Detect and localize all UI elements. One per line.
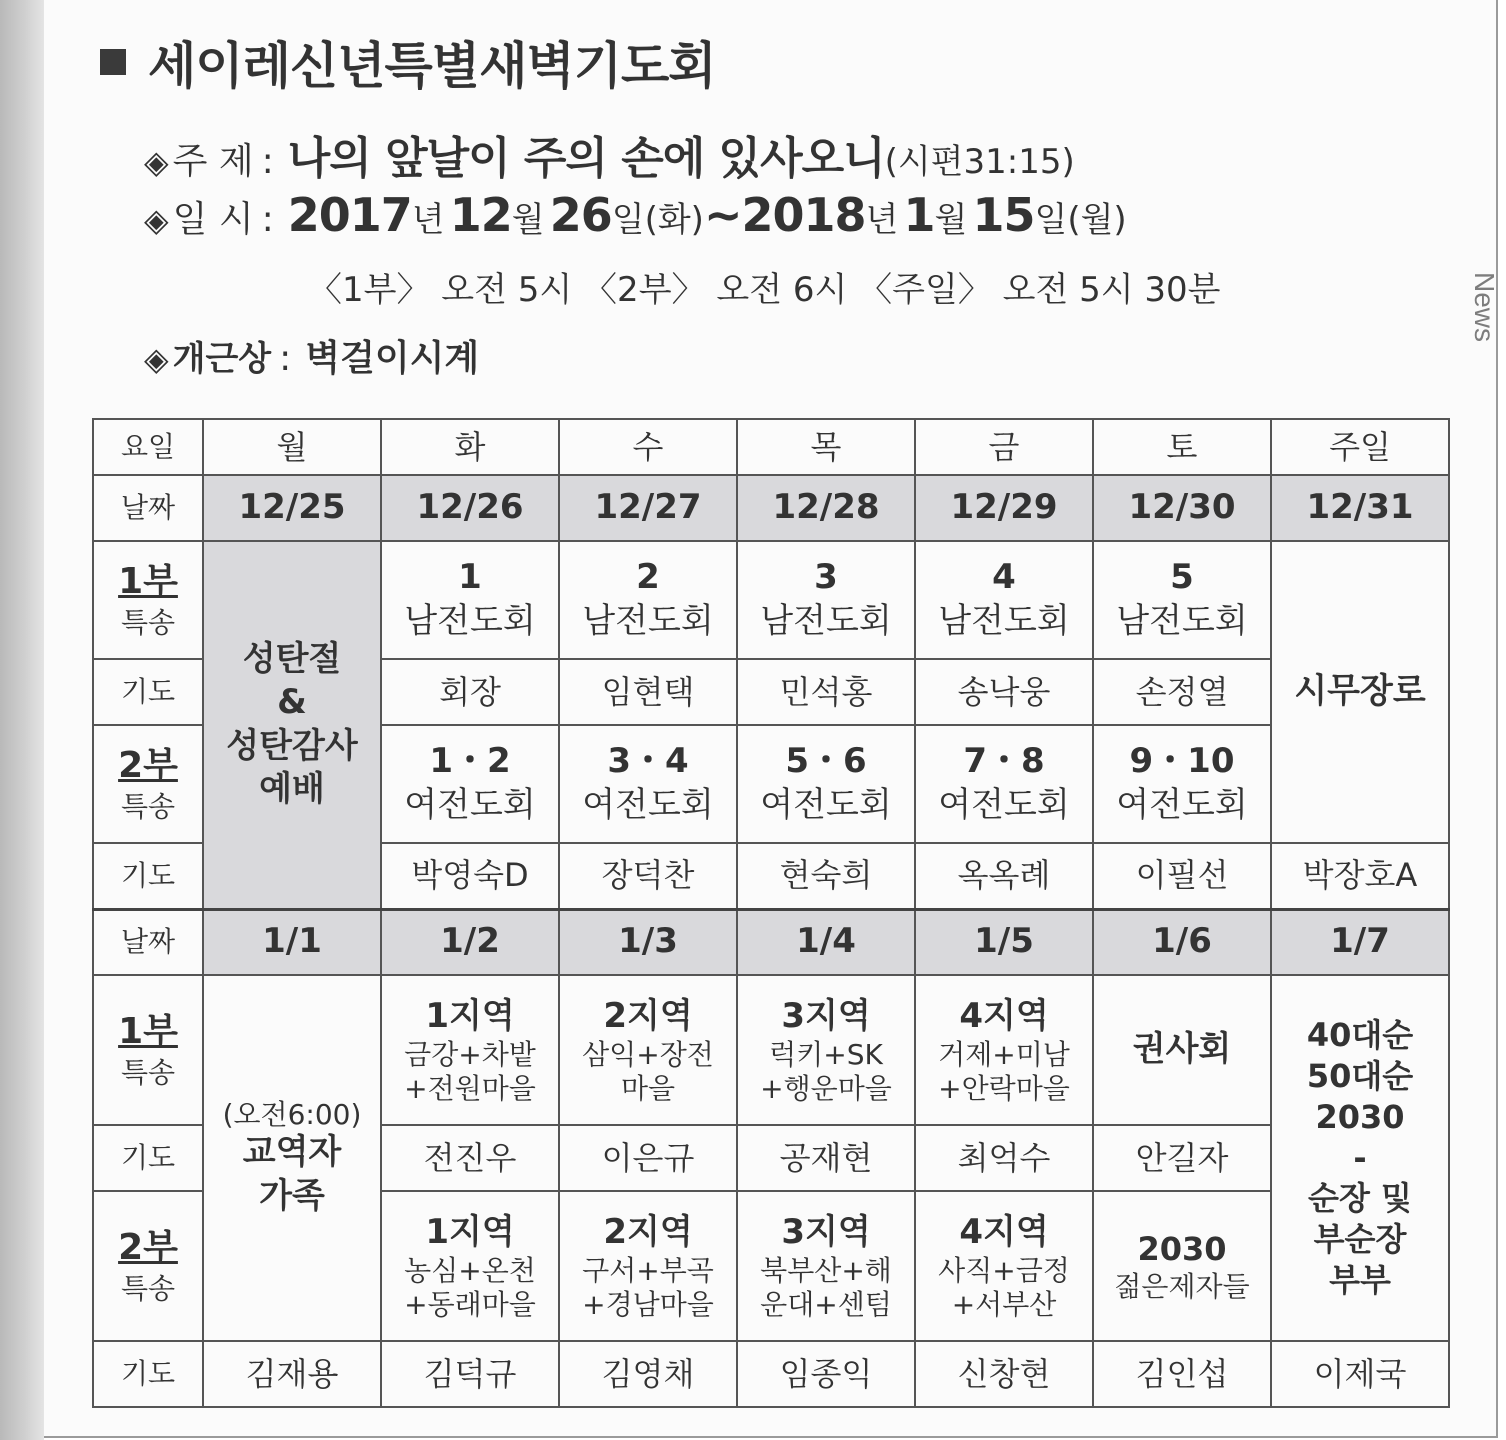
theme-reference: (시편31:15) [884, 142, 1075, 182]
region-line: 거제+미남 [938, 1038, 1070, 1072]
prayer-name: 김재용 [203, 1341, 381, 1407]
weekday-sat: 토 [1093, 419, 1271, 475]
sunday-group-line: 50대순 [1306, 1056, 1414, 1095]
date-cell: 12/29 [915, 475, 1093, 541]
prayer-name: 임종익 [737, 1341, 915, 1407]
service-times [308, 262, 1221, 311]
clergy-line: 가족 [259, 1175, 325, 1216]
date-cell: 1/5 [915, 909, 1093, 975]
weekday-tue: 화 [381, 419, 559, 475]
part2-label: 2부 [118, 1227, 178, 1269]
date-cell: 1/1 [203, 909, 381, 975]
award-label: 개근상 [172, 339, 272, 379]
region-line: +행운마을 [760, 1071, 892, 1105]
young-disciples-cell [1093, 1191, 1271, 1341]
date-cell: 12/25 [203, 475, 381, 541]
group-name: 여전도회 [582, 785, 714, 825]
unit-month: 월 [934, 200, 968, 240]
special-cell [559, 541, 737, 659]
group-name: 여전도회 [404, 785, 536, 825]
region-special-cell [737, 975, 915, 1125]
unit-year: 년 [865, 200, 899, 240]
group-name: 남전도회 [404, 601, 536, 641]
end-year: 2018 [741, 188, 866, 242]
group-name: 남전도회 [1116, 601, 1248, 641]
prayer-name: 현숙희 [737, 843, 915, 909]
prayer-name: 옥옥례 [915, 843, 1093, 909]
prayer-name: 김인섭 [1093, 1341, 1271, 1407]
prayer-name: 신창현 [915, 1341, 1093, 1407]
special-cell [737, 725, 915, 843]
clergy-line: 교역자 [242, 1132, 342, 1173]
prayer-name: 최억수 [915, 1125, 1093, 1191]
region-line: +동래마을 [404, 1287, 536, 1321]
week2-part1-special-row [93, 975, 1449, 1125]
prayer-name: 이제국 [1271, 1341, 1449, 1407]
part1-label: 1부 [118, 561, 178, 603]
unit-day: 일 [1034, 200, 1068, 240]
region-line: +안락마을 [938, 1071, 1070, 1105]
young-group-line: 2030 [1137, 1229, 1227, 1268]
special-cell [1093, 541, 1271, 659]
part1-special-label [93, 541, 203, 659]
weekday-fri: 금 [915, 419, 1093, 475]
date-label-cell: 날짜 [93, 475, 203, 541]
date-cell: 1/7 [1271, 909, 1449, 975]
group-number: 3・4 [607, 741, 689, 782]
part1-special-label [93, 975, 203, 1125]
special-cell [915, 541, 1093, 659]
christmas-line: 예배 [259, 769, 325, 810]
group-name: 남전도회 [760, 601, 892, 641]
part2-special-label [93, 725, 203, 843]
sunday-elders-cell: 시무장로 [1271, 541, 1449, 843]
week2-part2-prayer-row [93, 1341, 1449, 1407]
weekday-header-row [93, 419, 1449, 475]
weekday-wed: 수 [559, 419, 737, 475]
special-cell [737, 541, 915, 659]
group-number: 5 [1170, 557, 1194, 598]
prayer-name: 박영숙D [381, 843, 559, 909]
region-special-cell [915, 975, 1093, 1125]
page-title: 세이레신년특별새벽기도회 [148, 37, 716, 95]
special-label: 특송 [120, 1056, 176, 1090]
group-name: 여전도회 [760, 785, 892, 825]
prayer-name: 박장호A [1271, 843, 1449, 909]
prayer-label: 기도 [93, 843, 203, 909]
end-day: 15 [972, 188, 1035, 242]
region-special-cell [559, 1191, 737, 1341]
schedule-table [92, 418, 1450, 1408]
region-line: 사직+금정 [938, 1254, 1070, 1288]
start-dow: (화) [644, 200, 704, 240]
region-line: +서부산 [951, 1287, 1057, 1321]
clergy-family-cell [203, 975, 381, 1341]
region-line: +경남마을 [582, 1287, 714, 1321]
part2-special-label [93, 1191, 203, 1341]
region-line: 북부산+해 [760, 1254, 892, 1288]
prayer-name: 민석홍 [737, 659, 915, 725]
date-cell: 1/2 [381, 909, 559, 975]
region-name: 4지역 [959, 1211, 1049, 1252]
christmas-service-cell [203, 541, 381, 909]
date-label-cell: 날짜 [93, 909, 203, 975]
prayer-name: 김덕규 [381, 1341, 559, 1407]
clergy-time: (오전6:00) [222, 1097, 362, 1131]
date-cell: 1/6 [1093, 909, 1271, 975]
week1-part1-special-row [93, 541, 1449, 659]
special-label: 특송 [120, 790, 176, 824]
prayer-name: 이은규 [559, 1125, 737, 1191]
special-cell [915, 725, 1093, 843]
title-row [100, 26, 716, 98]
region-special-cell [381, 975, 559, 1125]
prayer-name: 손정열 [1093, 659, 1271, 725]
group-number: 3 [814, 557, 838, 598]
start-month: 12 [449, 188, 512, 242]
end-month: 1 [903, 188, 935, 242]
prayer-name: 안길자 [1093, 1125, 1271, 1191]
diamond-bullet-icon: ◈ [144, 340, 169, 378]
special-label: 특송 [120, 1272, 176, 1306]
group-number: 1・2 [429, 741, 511, 782]
special-cell [381, 541, 559, 659]
sunday-group-line: - [1353, 1138, 1367, 1177]
region-line: 럭키+SK [769, 1038, 883, 1072]
young-group-line: 젊은제자들 [1114, 1269, 1250, 1303]
date-cell: 12/28 [737, 475, 915, 541]
theme-text: 나의 앞날이 주의 손에 있사오니 [287, 133, 885, 184]
award-text: 벽걸이시계 [305, 338, 480, 379]
special-cell [381, 725, 559, 843]
start-year: 2017 [287, 188, 412, 242]
prayer-name: 장덕찬 [559, 843, 737, 909]
prayer-label: 기도 [93, 1125, 203, 1191]
group-name: 남전도회 [938, 601, 1070, 641]
prayer-name: 회장 [381, 659, 559, 725]
start-day: 26 [549, 188, 612, 242]
unit-month: 월 [511, 200, 545, 240]
group-number: 5・6 [785, 741, 867, 782]
diamond-bullet-icon: ◈ [144, 143, 169, 181]
diamond-bullet-icon: ◈ [144, 201, 169, 239]
service-times-text: 〈1부〉 오전 5시 〈2부〉 오전 6시 〈주일〉 오전 5시 30분 [308, 270, 1221, 310]
week1-date-row [93, 475, 1449, 541]
weekday-header-label: 요일 [93, 419, 203, 475]
sunday-group-line: 부순장 [1313, 1220, 1407, 1259]
region-special-cell [737, 1191, 915, 1341]
weekday-thu: 목 [737, 419, 915, 475]
theme-line [144, 122, 1075, 186]
theme-label: 주 제 [172, 141, 254, 182]
sunday-group-line: 순장 및 [1308, 1179, 1412, 1218]
region-line: 금강+차밭 [404, 1038, 536, 1072]
colon: : [279, 338, 292, 379]
group-number: 2 [636, 557, 660, 598]
news-side-tab: News [1469, 272, 1500, 343]
region-name: 2지역 [603, 995, 693, 1036]
christmas-line: 성탄감사 [226, 725, 358, 766]
sunday-group-line: 부부 [1329, 1261, 1391, 1300]
prayer-name: 공재현 [737, 1125, 915, 1191]
region-special-cell [559, 975, 737, 1125]
prayer-label: 기도 [93, 659, 203, 725]
special-cell [559, 725, 737, 843]
date-cell: 12/27 [559, 475, 737, 541]
region-name: 1지역 [425, 1211, 515, 1252]
range-tilde: ~ [703, 188, 742, 242]
date-cell: 12/30 [1093, 475, 1271, 541]
special-label: 특송 [120, 606, 176, 640]
region-special-cell [915, 1191, 1093, 1341]
weekday-mon: 월 [203, 419, 381, 475]
region-name: 3지역 [781, 995, 871, 1036]
group-number: 7・8 [963, 741, 1045, 782]
weekday-sun: 주일 [1271, 419, 1449, 475]
group-name: 여전도회 [1116, 785, 1248, 825]
prayer-name: 임현택 [559, 659, 737, 725]
group-number: 1 [458, 557, 482, 598]
region-special-cell [381, 1191, 559, 1341]
colon: : [261, 141, 274, 182]
region-name: 4지역 [959, 995, 1049, 1036]
region-line: 삼익+장전 [582, 1038, 714, 1072]
region-line: 운대+센텀 [760, 1287, 892, 1321]
part1-label: 1부 [118, 1011, 178, 1053]
scan-edge-strip [0, 0, 44, 1440]
sunday-group-line: 2030 [1315, 1097, 1405, 1136]
region-name: 2지역 [603, 1211, 693, 1252]
prayer-name: 송낙웅 [915, 659, 1093, 725]
region-line: 농심+온천 [404, 1254, 536, 1288]
date-cell: 12/26 [381, 475, 559, 541]
deaconess-cell: 권사회 [1093, 975, 1271, 1125]
week2-date-row [93, 909, 1449, 975]
prayer-label: 기도 [93, 1341, 203, 1407]
end-dow: (월) [1067, 200, 1127, 240]
unit-day: 일 [611, 200, 645, 240]
colon: : [261, 199, 274, 240]
date-cell: 12/31 [1271, 475, 1449, 541]
christmas-line: & [277, 682, 307, 723]
sunday-groups-cell [1271, 975, 1449, 1341]
special-cell [1093, 725, 1271, 843]
group-number: 4 [992, 557, 1016, 598]
date-cell: 1/3 [559, 909, 737, 975]
group-name: 남전도회 [582, 601, 714, 641]
region-line: 구서+부곡 [582, 1254, 714, 1288]
date-label: 일 시 [172, 199, 254, 240]
group-number: 9・10 [1129, 741, 1235, 782]
unit-year: 년 [411, 200, 445, 240]
region-line: +전원마을 [404, 1071, 536, 1105]
sunday-group-line: 40대순 [1306, 1015, 1414, 1054]
date-cell: 1/4 [737, 909, 915, 975]
award-line [144, 330, 479, 381]
date-line [144, 188, 1127, 242]
group-name: 여전도회 [938, 785, 1070, 825]
region-name: 1지역 [425, 995, 515, 1036]
prayer-name: 전진우 [381, 1125, 559, 1191]
prayer-name: 김영채 [559, 1341, 737, 1407]
part2-label: 2부 [118, 745, 178, 787]
title-bullet-square [100, 49, 126, 75]
prayer-name: 이필선 [1093, 843, 1271, 909]
christmas-line: 성탄절 [242, 638, 342, 679]
region-line: 마을 [620, 1071, 676, 1105]
region-name: 3지역 [781, 1211, 871, 1252]
